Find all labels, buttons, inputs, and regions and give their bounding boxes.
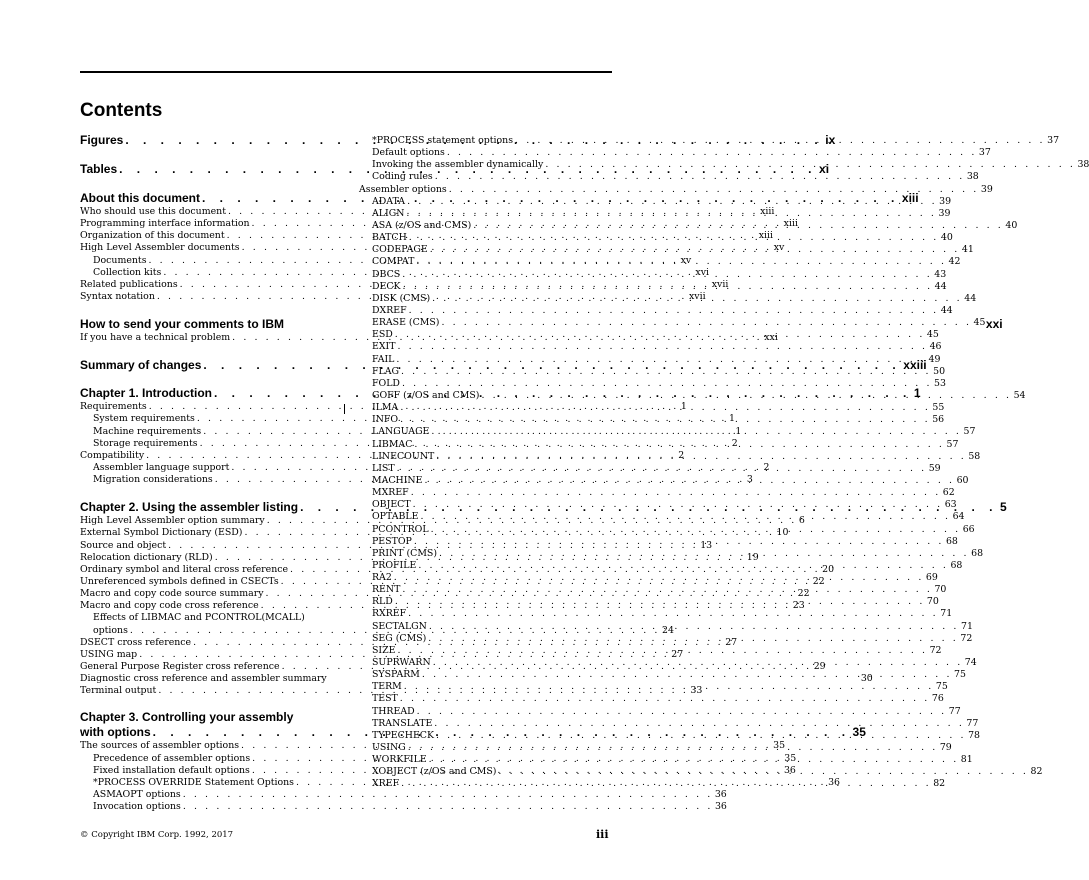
toc-entry-label: High Level Assembler documents: [80, 242, 240, 254]
toc-page-number: 44: [940, 304, 953, 316]
toc-entry-label: Unreferenced symbols defined in CSECTs: [80, 575, 279, 587]
toc-entry-label: ESD: [372, 329, 393, 341]
toc-entry-label: COMPAT: [372, 256, 415, 268]
toc-entry-label: Ordinary symbol and literal cross reference: [80, 563, 289, 575]
toc-page-number: 62: [942, 487, 955, 499]
toc-entry-label: Relocation dictionary (RLD): [80, 551, 213, 563]
toc-page-number: 1: [735, 425, 742, 437]
dot-leader: [393, 329, 927, 341]
toc-entry-label: Default options: [372, 147, 445, 159]
toc-entry-label: Macro and copy code source summary: [80, 588, 264, 600]
dot-leader: [404, 208, 938, 220]
toc-entry-label: SUPRWARN: [372, 657, 431, 669]
toc-entry-label: Assembler language support: [93, 461, 230, 473]
toc-page-number: xiii: [760, 206, 775, 217]
toc-page-number: xv: [680, 254, 692, 266]
toc-page-number: 37: [1047, 135, 1060, 146]
dot-leader: [181, 789, 715, 801]
toc-page-number: 38: [966, 171, 979, 183]
toc-entry[interactable]: [359, 147, 991, 159]
toc-page-number: xv: [773, 242, 785, 254]
toc-entry-label: XOBJECT (z/OS and CMS): [372, 766, 497, 778]
toc-entry-label: Compatibility: [80, 449, 145, 461]
toc-entry-label: Terminal output: [80, 685, 157, 697]
toc-chapter-heading[interactable]: Chapter 3. Controlling your assembly: [80, 710, 294, 725]
dot-leader: [418, 511, 952, 523]
toc-entry-label: DXREF: [372, 304, 407, 316]
toc-entry[interactable]: [359, 304, 953, 317]
dot-leader: [412, 439, 946, 451]
dot-leader: [405, 196, 939, 208]
toc-page-number: 77: [948, 705, 961, 717]
toc-entry[interactable]: [359, 341, 942, 353]
toc-page-number: 35: [784, 752, 797, 764]
toc-entry-label: Storage requirements: [93, 437, 198, 449]
toc-entry-label: External Symbol Dictionary (ESD): [80, 527, 243, 539]
toc-page-number: 42: [948, 256, 961, 268]
toc-page-number: 54: [1013, 389, 1026, 401]
toc-page-number: 2: [678, 449, 685, 461]
toc-entry-label: *PROCESS statement options: [372, 135, 514, 146]
toc-entry[interactable]: [80, 788, 727, 801]
toc-entry[interactable]: [359, 171, 979, 183]
toc-entry-label: ASA (z/OS and CMS): [372, 219, 472, 231]
toc-entry-label: TYPECHECK: [372, 729, 434, 741]
toc-entry-label: Source and object: [80, 539, 167, 551]
toc-entry[interactable]: [359, 499, 957, 511]
toc-page-number: 10: [776, 527, 789, 539]
dot-leader: [428, 244, 962, 256]
dot-leader: [427, 754, 961, 766]
toc-page-number: 22: [812, 575, 825, 587]
dot-leader: [393, 596, 927, 608]
toc-page-number: 37: [978, 147, 991, 159]
toc-entry-label: ALIGN: [372, 207, 405, 219]
toc-page-number: 58: [968, 450, 981, 462]
toc-page-number: 44: [964, 292, 977, 304]
toc-entry-label: SYSPARM: [372, 669, 420, 681]
dot-leader: [400, 266, 934, 281]
toc-page-number: 40: [1005, 219, 1018, 231]
toc-entry-label: TERM: [372, 681, 402, 693]
toc-entry-label: Precedence of assembler options: [93, 752, 251, 764]
toc-entry-label: Who should use this document: [80, 206, 226, 217]
toc-page-number: 39: [980, 183, 993, 195]
dot-leader: [398, 402, 932, 414]
dot-leader: [431, 657, 965, 669]
dot-leader: [427, 621, 961, 633]
toc-entry-label: SEG (CMS): [372, 632, 427, 644]
toc-page-number: 35: [852, 725, 866, 740]
dot-leader: [400, 378, 934, 390]
toc-entry-label: DBCS: [372, 268, 401, 280]
toc-entry-label: *PROCESS OVERRIDE Statement Options: [93, 776, 294, 788]
toc-page-number: 33: [690, 685, 703, 697]
dot-leader: [399, 366, 933, 378]
toc-page-number: 13: [700, 539, 713, 551]
toc-page-number: 68: [950, 559, 963, 571]
toc-page-number: 1: [913, 386, 921, 401]
toc-page-number: 35: [773, 740, 786, 752]
toc-entry-label: High Level Assembler option summary: [80, 515, 265, 527]
toc-entry-label: SIZE: [372, 644, 396, 656]
dot-leader: [406, 608, 940, 620]
dot-leader: [429, 524, 963, 536]
dot-leader: [496, 766, 1030, 778]
toc-entry-label: DSECT cross reference: [80, 636, 192, 648]
toc-entry-label: How to send your comments to IBM: [80, 317, 285, 332]
toc-entry-label: EXIT: [372, 341, 396, 353]
toc-page-number: 46: [929, 341, 942, 353]
toc-page-number: xxi: [985, 317, 1003, 332]
toc-entry[interactable]: [359, 377, 946, 390]
toc-page-number: 77: [966, 717, 979, 729]
toc-page-number: 22: [797, 588, 810, 600]
toc-entry-label: DECK: [372, 280, 401, 292]
toc-entry[interactable]: [359, 414, 945, 426]
toc-entry-label: Diagnostic cross reference and assembler summary: [80, 673, 327, 685]
toc-entry-label: Related publications: [80, 278, 178, 290]
page-number: iii: [596, 828, 609, 841]
toc-page-number: 82: [933, 778, 946, 790]
toc-page-number: 60: [956, 474, 969, 486]
toc-entry-label: Effects of LIBMAC and PCONTROL(MCALL): [93, 612, 305, 624]
toc-page-number: 44: [934, 280, 947, 292]
dot-leader: [407, 232, 941, 244]
toc-entry-label: General Purpose Register cross reference: [80, 660, 280, 672]
toc-entry[interactable]: [359, 717, 979, 730]
dot-leader: [411, 499, 945, 511]
dot-leader: [395, 463, 929, 475]
toc-page-number: 50: [933, 365, 946, 377]
dot-leader: [426, 633, 960, 645]
toc-page-number: 1: [728, 413, 735, 425]
toc-entry-label: RA2: [372, 572, 392, 584]
toc-entry-label: Machine requirements: [93, 425, 202, 437]
toc-page-number: 36: [828, 776, 841, 788]
toc-entry[interactable]: [80, 612, 333, 624]
toc-entry-label: FOLD: [372, 377, 400, 389]
toc-entry-label: USING map: [80, 648, 138, 660]
toc-page-number: 6: [798, 515, 805, 527]
toc-page-number: 24: [662, 624, 674, 636]
toc-page-number: 55: [932, 402, 945, 414]
toc-entry[interactable]: [80, 685, 703, 697]
dot-leader: [432, 718, 966, 730]
toc-entry-label: Summary of changes: [80, 358, 202, 373]
toc-entry-label: TEST: [372, 693, 398, 705]
dot-leader: [420, 669, 954, 681]
dot-leader: [430, 290, 964, 305]
toc-page-number: 74: [964, 657, 977, 669]
dot-leader: [402, 681, 936, 693]
toc-page-number: 41: [961, 244, 974, 256]
toc-page-number: 27: [671, 648, 684, 660]
revision-bar: [344, 404, 345, 414]
toc-page-number: ix: [825, 133, 836, 147]
dot-leader: [394, 354, 928, 366]
toc-page-number: 81: [960, 754, 973, 766]
toc-page-number: xiii: [901, 191, 919, 205]
toc-page-number: 19: [746, 551, 759, 563]
toc-entry-label: Documents: [93, 254, 147, 266]
toc-entry[interactable]: [359, 426, 976, 438]
toc-page-number: 79: [939, 742, 952, 754]
toc-entry-label: Chapter 1. Introduction: [80, 386, 212, 401]
dot-leader: [434, 730, 968, 742]
toc-page-number: xiii: [783, 218, 798, 230]
toc-page-number: 43: [934, 268, 947, 280]
toc-entry-label: FLAG: [372, 365, 399, 377]
dot-leader: [415, 706, 949, 718]
dot-leader: [479, 390, 1013, 402]
dot-leader: [429, 426, 963, 438]
dot-leader: [434, 451, 968, 463]
dot-leader: [407, 305, 941, 317]
toc-entry-label: INFO: [372, 414, 399, 426]
toc-page-number: 75: [954, 669, 966, 681]
toc-page-number: 78: [968, 729, 981, 741]
toc-page-number: 5: [999, 500, 1007, 515]
toc-entry[interactable]: [359, 474, 969, 487]
toc-entry-label: LINECOUNT: [372, 450, 435, 462]
toc-page-number: 45: [973, 317, 986, 329]
toc-page-number: 72: [960, 632, 973, 644]
toc-page-number: 39: [939, 195, 952, 207]
toc-page-number: 56: [932, 414, 945, 426]
toc-page-number: 63: [944, 499, 957, 511]
toc-page-number: 3: [746, 474, 753, 486]
copyright-footer: © Copyright IBM Corp. 1992, 2017: [80, 830, 234, 840]
toc-entry-label: RLD: [372, 596, 393, 608]
toc-entry[interactable]: [359, 462, 941, 475]
toc-entry-label: Macro and copy code cross reference: [80, 600, 259, 612]
toc-entry-label: Programming interface information: [80, 218, 250, 230]
toc-entry-label: BATCH: [372, 232, 407, 244]
toc-entry-label: Figures: [80, 133, 124, 147]
toc-entry[interactable]: [359, 438, 959, 451]
dot-leader: [471, 220, 1005, 232]
dot-leader: [422, 475, 956, 487]
toc-entry-label: MXREF: [372, 487, 409, 499]
toc-page-number: 39: [938, 207, 951, 219]
dot-leader: [416, 560, 950, 572]
toc-entry-label: Syntax notation: [80, 290, 155, 302]
toc-entry-label: Invocation options: [93, 801, 181, 813]
toc-entry[interactable]: [359, 389, 1026, 402]
toc-page-number: xvii: [711, 278, 729, 290]
toc-page-number: 71: [960, 620, 973, 632]
toc-page-number: 45: [926, 329, 939, 341]
toc-entry-label: Collection kits: [93, 266, 162, 278]
toc-entry-label: LIST: [372, 462, 395, 474]
toc-entry[interactable]: [359, 608, 953, 620]
toc-page-number: 30: [860, 673, 873, 685]
toc-entry-label: About this document: [80, 191, 200, 205]
toc-page-number: xxiii: [903, 358, 927, 373]
toc-entry-label: The sources of assembler options: [80, 740, 240, 752]
toc-entry-label: OPTABLE: [372, 511, 419, 523]
toc-entry-label: LANGUAGE: [372, 426, 430, 438]
dot-leader: [395, 645, 929, 657]
toc-entry-label: Tables: [80, 162, 118, 176]
toc-entry[interactable]: [359, 183, 993, 196]
toc-page-number: 29: [813, 660, 826, 672]
toc-entry-label: THREAD: [372, 705, 415, 717]
toc-entry-label: Requirements: [80, 401, 147, 413]
toc-entry-label: ILMA: [372, 402, 399, 414]
dot-leader: [437, 548, 971, 560]
toc-entry-label: TRANSLATE: [372, 717, 433, 729]
toc-page-number: 53: [934, 377, 946, 389]
toc-entry-label: Coding rules: [372, 171, 433, 183]
toc-entry-label: Chapter 2. Using the assembler listing: [80, 500, 299, 515]
toc-page-number: 57: [963, 426, 976, 438]
toc-entry-label: ASMAOPT options: [93, 788, 181, 800]
toc-entry-label: PRINT (CMS): [372, 547, 438, 559]
toc-page-number: xvii: [688, 290, 706, 302]
toc-page-number: 68: [945, 535, 958, 547]
toc-page-number: xi: [819, 162, 830, 176]
toc-page-number: 64: [952, 511, 965, 523]
toc-entry-label: PROFILE: [372, 559, 417, 571]
toc-page-number: 68: [971, 547, 984, 559]
toc-page-number: 69: [925, 572, 938, 584]
toc-page-number: 36: [783, 764, 796, 776]
toc-entry[interactable]: [359, 705, 961, 718]
toc-page-number: 1: [680, 401, 687, 413]
toc-entry-label: MACHINE: [372, 474, 423, 486]
dot-leader: [401, 278, 935, 293]
toc-page-number: 82: [1030, 766, 1043, 778]
toc-entry-label: GOFF (z/OS and CMS): [372, 389, 480, 401]
toc-page-number: xvi: [695, 266, 710, 278]
dot-leader: [513, 135, 1047, 147]
toc-entry-label: ERASE (CMS): [372, 317, 440, 329]
toc-entry-label: PESTOP: [372, 535, 412, 547]
toc-page-number: 2: [763, 461, 770, 473]
toc-entry[interactable]: [80, 801, 727, 813]
toc-page-number: 40: [940, 232, 953, 244]
page-title: Contents: [80, 100, 163, 121]
toc-entry-label: Organization of this document: [80, 230, 225, 242]
toc-entry[interactable]: [359, 487, 955, 499]
dot-leader: [412, 536, 946, 548]
dot-leader: [392, 572, 926, 584]
dot-leader: [406, 742, 940, 754]
toc-entry-label: RXREF: [372, 608, 407, 620]
toc-page-number: 70: [926, 596, 939, 608]
toc-entry[interactable]: [359, 693, 944, 705]
toc-page-number: 70: [934, 584, 947, 596]
toc-entry[interactable]: [359, 511, 965, 523]
toc-page-number: 20: [822, 563, 835, 575]
dot-leader: [445, 147, 979, 159]
toc-entry-label: with options: [80, 725, 151, 740]
toc-entry-label: Assembler options: [359, 183, 447, 195]
toc-entry-label: options: [93, 624, 128, 636]
toc-page-number: 66: [962, 523, 975, 535]
toc-page-number: 36: [714, 801, 727, 813]
toc-page-number: 2: [731, 437, 738, 449]
toc-page-number: xiii: [758, 230, 774, 242]
toc-page-number: 72: [929, 644, 942, 656]
toc-page-number: 23: [792, 600, 805, 612]
toc-entry[interactable]: [359, 450, 981, 463]
toc-entry-label: Fixed installation default options: [93, 764, 250, 776]
toc-entry-label: If you have a technical problem: [80, 332, 231, 344]
toc-page-number: 75: [935, 681, 948, 693]
toc-entry-label: RENT: [372, 584, 401, 596]
toc-entry-label: FAIL: [372, 353, 395, 365]
header-rule: [80, 71, 612, 73]
dot-leader: [409, 487, 943, 499]
toc-entry-label: Migration considerations: [93, 474, 213, 486]
toc-entry-label: USING: [372, 742, 406, 754]
dot-leader: [398, 414, 932, 426]
toc-page-number: 59: [928, 462, 941, 474]
toc-entry[interactable]: [359, 317, 986, 329]
toc-page-number: 76: [931, 693, 944, 705]
toc-entry-label: DISK (CMS): [372, 292, 431, 304]
toc-entry-label: PCONTROL: [372, 523, 429, 535]
toc-page-number: 27: [725, 636, 738, 648]
dot-leader: [447, 184, 981, 196]
toc-page-number: xxi: [764, 332, 778, 344]
toc-page-number: 36: [714, 788, 727, 800]
toc-page-number: 71: [940, 608, 953, 620]
dot-leader: [395, 341, 929, 353]
dot-leader: [543, 159, 1077, 171]
toc-entry-label: CODEPAGE: [372, 244, 428, 256]
toc-entry-label: System requirements: [93, 413, 195, 425]
toc-entry-label: SECTALGN: [372, 620, 427, 632]
toc-entry[interactable]: [359, 402, 945, 414]
toc-entry-label: OBJECT: [372, 499, 411, 511]
dot-leader: [181, 801, 715, 813]
toc-entry-label: ADATA: [372, 195, 406, 207]
toc-page-number: 49: [928, 353, 941, 365]
toc-entry-label: WORKFILE: [372, 754, 427, 766]
dot-leader: [433, 171, 967, 183]
dot-leader: [414, 256, 948, 268]
dot-leader: [439, 317, 973, 329]
toc-entry-label: LIBMAC: [372, 438, 413, 450]
dot-leader: [400, 584, 934, 596]
toc-page-number: 38: [1077, 159, 1089, 171]
toc-entry-label: Invoking the assembler dynamically: [372, 159, 544, 171]
dot-leader: [399, 778, 933, 790]
dot-leader: [398, 693, 932, 705]
toc-page-number: 57: [946, 438, 959, 450]
toc-entry-label: XREF: [372, 778, 400, 790]
